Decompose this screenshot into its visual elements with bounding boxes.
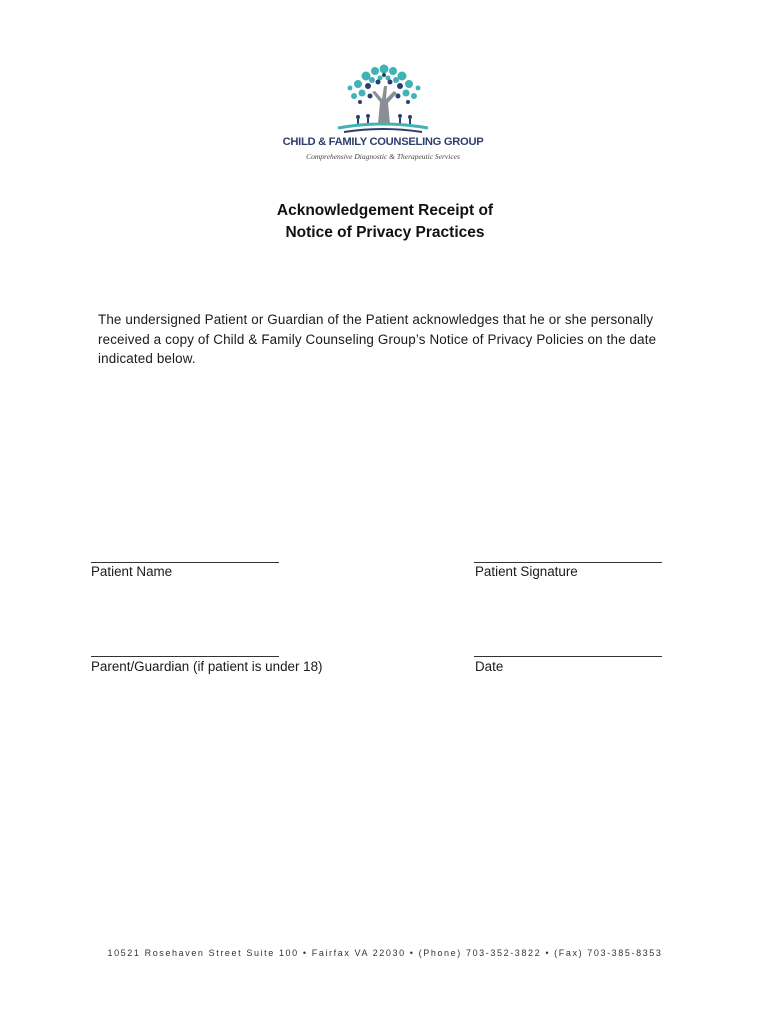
patient-signature-line[interactable] — [474, 562, 662, 563]
patient-name-label: Patient Name — [91, 564, 173, 579]
logo-tagline: Comprehensive Diagnostic & Therapeutic Services — [306, 152, 460, 161]
date-line[interactable] — [474, 656, 662, 657]
patient-name-line[interactable] — [91, 562, 279, 563]
logo-company-name: CHILD & FAMILY COUNSELING GROUP — [282, 136, 484, 148]
title-line-1: Acknowledgement Receipt of — [276, 202, 494, 219]
tree-logo-icon — [282, 62, 484, 138]
patient-signature-label: Patient Signature — [475, 564, 578, 579]
company-logo — [282, 62, 484, 170]
title-line-2: Notice of Privacy Practices — [285, 224, 485, 241]
footer-address: 10521 Rosehaven Street Suite 100 • Fairfax VA 22030 • (Phone) 703-352-3822 • (Fax) 703-385-8353 — [107, 948, 663, 958]
date-label: Date — [475, 659, 504, 674]
parent-guardian-line[interactable] — [91, 656, 279, 657]
acknowledgement-paragraph: The undersigned Patient or Guardian of the Patient acknowledges that he or she personally received a copy of Child & Family Counseling Group’s Notice of Privacy Policies on the date indicated below. — [98, 312, 657, 366]
parent-guardian-label: Parent/Guardian (if patient is under 18) — [91, 659, 323, 674]
document-title — [0, 200, 770, 244]
